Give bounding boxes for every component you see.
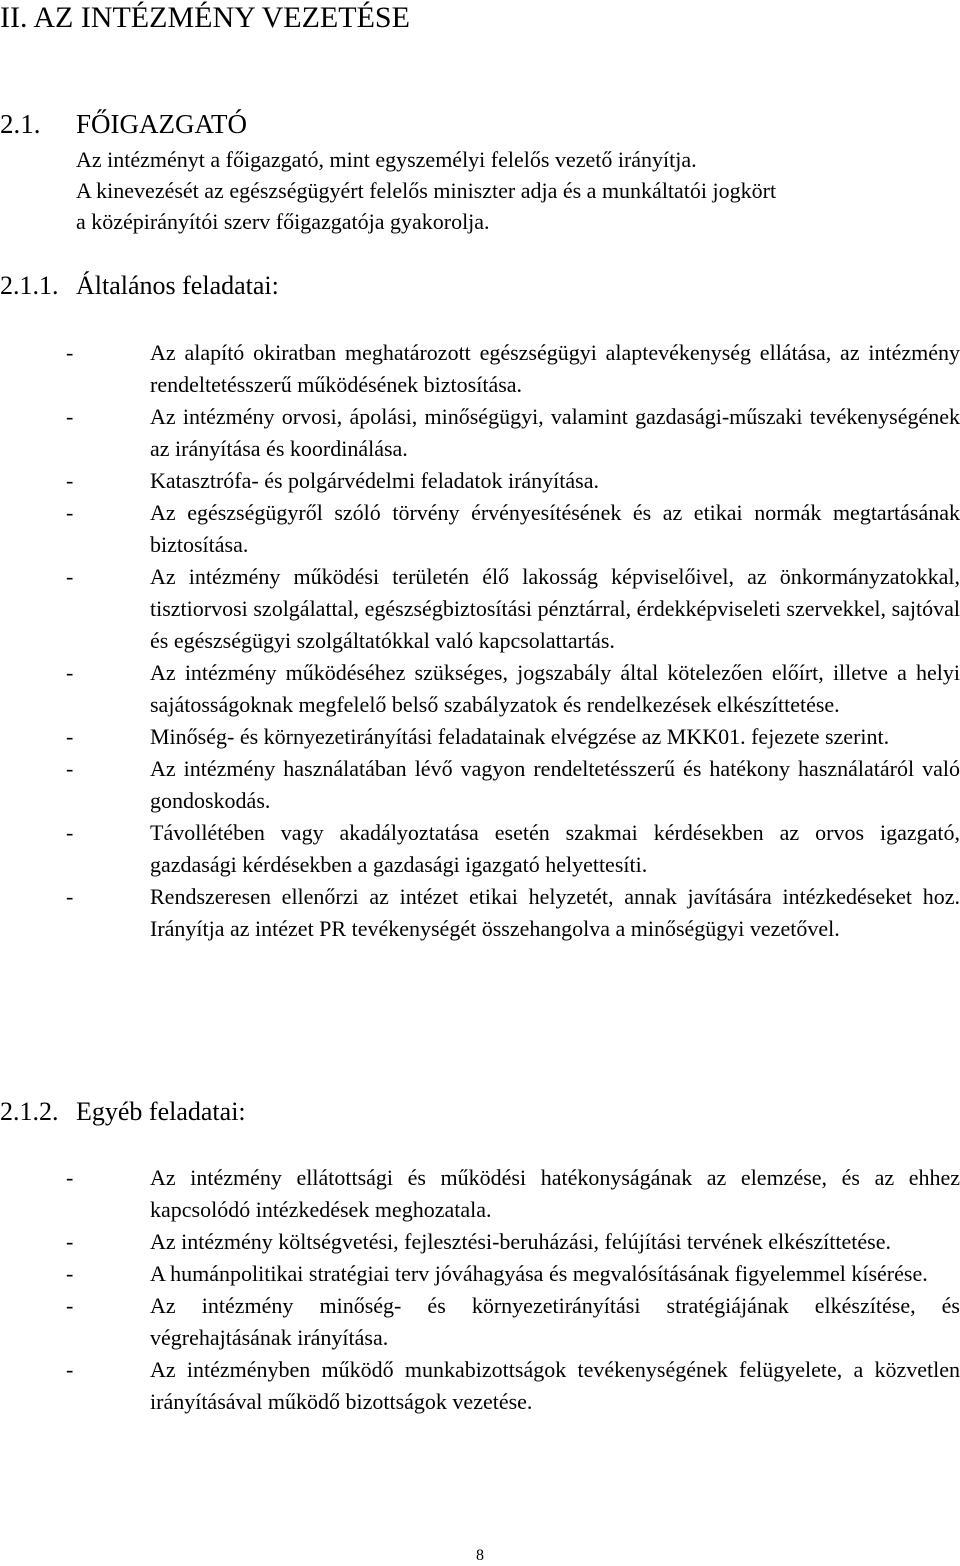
intro-line: A kinevezését az egészségügyért felelős miniszter adja és a munkáltatói jogkört (76, 178, 777, 203)
list-item (0, 497, 960, 561)
bullet-dash: - (66, 1165, 74, 1190)
page-number: 8 (476, 1547, 484, 1564)
chapter-heading: II. AZ INTÉZMÉNY VEZETÉSE (0, 1, 410, 34)
list-item-text: A humánpolitikai stratégiai terv jóváhagyása és megvalósításának figyelemmel kísérése. (150, 1261, 928, 1286)
bullet-dash: - (66, 1261, 74, 1286)
bullet-dash: - (66, 340, 74, 365)
bullet-dash: - (66, 724, 74, 749)
subsection-heading-general (0, 270, 279, 302)
subsection-heading-other (0, 1096, 246, 1128)
list-item (0, 1290, 960, 1354)
list-item-text: Az intézmény használatában lévő vagyon rendeltetésszerű és hatékony használatáról való gondoskodás. (150, 756, 960, 813)
list-item-text: Az intézményben működő munkabizottságok tevékenységének felügyelete, a közvetlen irányításával működő bizottságok vezetése. (150, 1357, 960, 1414)
bullet-dash: - (66, 404, 74, 429)
bullet-dash: - (66, 884, 74, 909)
section-intro (76, 144, 960, 237)
list-item (0, 657, 960, 721)
bullet-dash: - (66, 1293, 74, 1318)
list-item-text: Az alapító okiratban meghatározott egészségügyi alaptevékenység ellátása, az intézmény rendeltetésszerű működésének biztosítása. (150, 340, 960, 397)
list-item (0, 721, 960, 753)
subsection-title: Egyéb feladatai: (76, 1097, 246, 1126)
list-item-text: Az intézmény működéséhez szükséges, jogszabály által kötelezően előírt, illetve a helyi sajátosságoknak megfelelő belső szabályzatok és rendelkezések elkészíttetése. (150, 660, 960, 717)
list-item (0, 1162, 960, 1226)
list-item (0, 753, 960, 817)
intro-line: Az intézményt a főigazgató, mint egyszemélyi felelős vezető irányítja. (76, 147, 697, 172)
list-item-text: Az intézmény költségvetési, fejlesztési-beruházási, felújítási tervének elkészíttetése. (150, 1229, 891, 1254)
list-item-text: Távollétében vagy akadályoztatása esetén szakmai kérdésekben az orvos igazgató, gazdasági kérdésekben a gazdasági igazgató helyettesíti. (150, 820, 960, 877)
list-item-text: Katasztrófa- és polgárvédelmi feladatok irányítása. (150, 468, 599, 493)
bullet-dash: - (66, 1229, 74, 1254)
section-number: 2.1. (0, 109, 41, 139)
list-item-text: Rendszeresen ellenőrzi az intézet etikai helyzetét, annak javítására intézkedéseket hoz. Irányítja az intézet PR tevékenységét összehangolva a minőségügyi vezetővel. (150, 884, 960, 941)
general-duties-list (0, 337, 960, 945)
list-item-text: Az egészségügyről szóló törvény érvényesítésének és az etikai normák megtartásának biztosítása. (150, 500, 960, 557)
list-item-text: Az intézmény orvosi, ápolási, minőségügyi, valamint gazdasági-műszaki tevékenységének az irányítása és koordinálása. (150, 404, 960, 461)
section-title: FŐIGAZGATÓ (76, 109, 247, 139)
list-item (0, 1226, 960, 1258)
bullet-dash: - (66, 660, 74, 685)
list-item (0, 401, 960, 465)
list-item (0, 465, 960, 497)
bullet-dash: - (66, 564, 74, 589)
list-item (0, 881, 960, 945)
intro-line: a középirányítói szerv főigazgatója gyakorolja. (76, 209, 490, 234)
bullet-dash: - (66, 500, 74, 525)
subsection-number: 2.1.2. (0, 1097, 59, 1126)
bullet-dash: - (66, 468, 74, 493)
list-item-text: Az intézmény ellátottsági és működési hatékonyságának az elemzése, és az ehhez kapcsolódó intézkedések meghozatala. (150, 1165, 960, 1222)
bullet-dash: - (66, 820, 74, 845)
subsection-number: 2.1.1. (0, 271, 59, 300)
list-item (0, 561, 960, 657)
list-item (0, 817, 960, 881)
other-duties-list (0, 1162, 960, 1418)
list-item-text: Minőség- és környezetirányítási feladatainak elvégzése az MKK01. fejezete szerint. (150, 724, 890, 749)
list-item (0, 337, 960, 401)
list-item (0, 1354, 960, 1418)
section-heading (0, 106, 247, 142)
list-item (0, 1258, 960, 1290)
bullet-dash: - (66, 756, 74, 781)
bullet-dash: - (66, 1357, 74, 1382)
subsection-title: Általános feladatai: (76, 271, 279, 300)
list-item-text: Az intézmény működési területén élő lakosság képviselőivel, az önkormányzatokkal, tisztiorvosi szolgálattal, egészségbiztosítási pénztárral, érdekképviseleti szervekkel, sajtóval és egészségügyi szolgáltatókkal való kapcsolattartás. (150, 564, 960, 653)
list-item-text: Az intézmény minőség- és környezetirányítási stratégiájának elkészítése, és végrehajtásának irányítása. (150, 1293, 960, 1350)
